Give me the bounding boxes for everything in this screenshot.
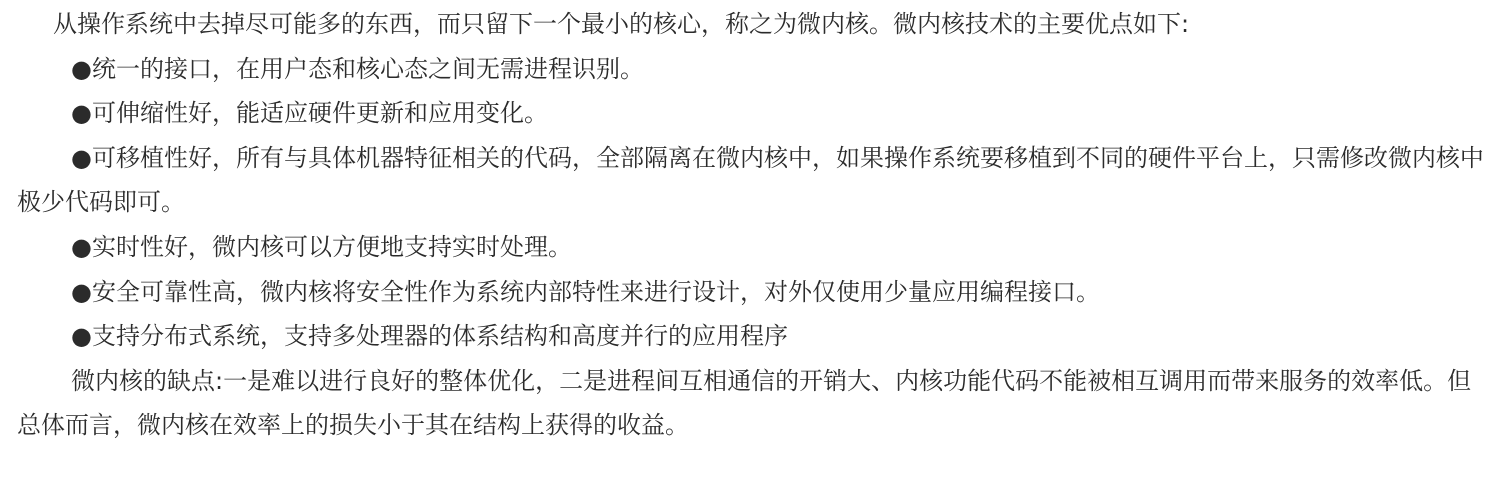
advantage-realtime: ●实时性好，微内核可以方便地支持实时处理。: [71, 232, 572, 261]
advantage-uniform-interface: ●统一的接口，在用户态和核心态之间无需进程识别。: [71, 54, 644, 83]
advantage-portability: ●可移植性好，所有与具体机器特征相关的代码，全部隔离在微内核中，如果操作系统要移植到不同的硬件平台上，只需修改微内核中极少代码即可。: [17, 143, 1484, 217]
drawbacks-paragraph: 微内核的缺点:一是难以进行良好的整体优化，二是进程间互相通信的开销大、内核功能代码不能被相互调用而带来服务的效率低。但总体而言，微内核在效率上的损失小于其在结构上获得的收益。: [17, 366, 1472, 440]
advantage-security: ●安全可靠性高，微内核将安全性作为系统内部特性来进行设计，对外仅使用少量应用编程接口。: [71, 277, 1100, 306]
document-body: [17, 0, 1492, 448]
intro-paragraph: 从操作系统中去掉尽可能多的东西，而只留下一个最小的核心，称之为微内核。微内核技术的主要优点如下:: [53, 10, 1190, 38]
advantage-scalability: ●可伸缩性好，能适应硬件更新和应用变化。: [71, 99, 548, 128]
advantage-distributed: ●支持分布式系统，支持多处理器的体系结构和高度并行的应用程序: [71, 322, 788, 351]
